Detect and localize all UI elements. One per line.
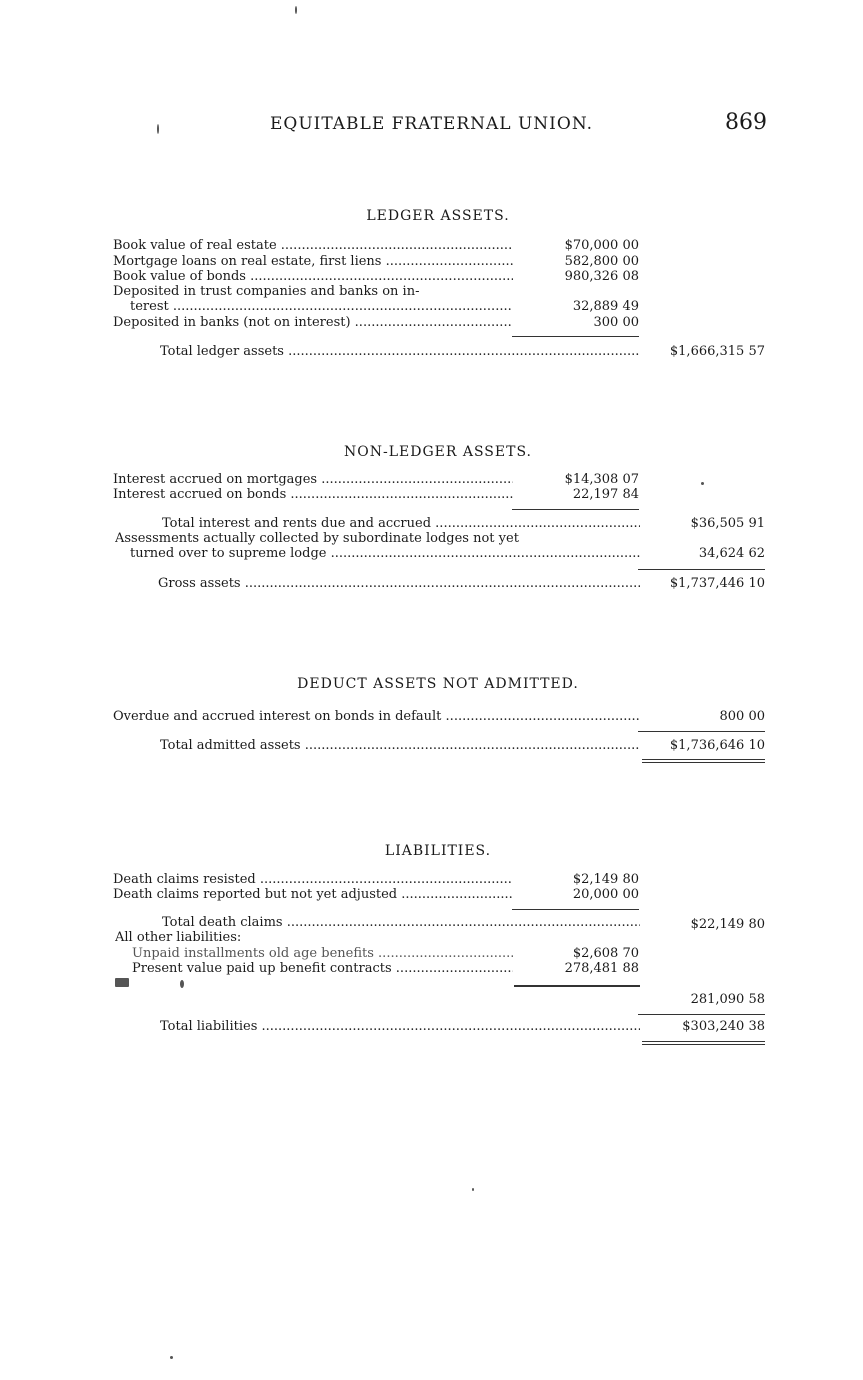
- liability-row-label: Death claims resisted .....: [113, 872, 513, 888]
- ledger-row-amount: 582,800 00: [564, 254, 639, 269]
- other-liability-row-amount: 278,481 88: [564, 961, 639, 976]
- scan-speck: [472, 1188, 474, 1191]
- scan-speck: [170, 1356, 173, 1359]
- total-double-rule: [642, 759, 765, 763]
- subtotal-rule: [638, 569, 765, 570]
- liability-row-amount: $2,149 80: [572, 872, 639, 887]
- ledger-row-label: Deposited in trust companies and banks on in-: [113, 284, 420, 299]
- subtotal-rule: [638, 731, 765, 732]
- ledger-total-label: Total ledger assets .....: [160, 344, 640, 360]
- ledger-row-amount: 32,889 49: [572, 299, 639, 314]
- scan-speck: [180, 980, 184, 988]
- subtotal-rule: [638, 1014, 765, 1015]
- deduct-row-amount: 800 00: [719, 709, 765, 724]
- ledger-row-amount: $70,000 00: [564, 238, 639, 253]
- ledger-row-label: Deposited in banks (not on interest) .....: [113, 315, 513, 331]
- deduct-assets-title: DEDUCT ASSETS NOT ADMITTED.: [297, 676, 579, 692]
- liability-row-label: Death claims reported but not yet adjusted .....: [113, 887, 513, 903]
- ledger-total-amount: $1,666,315 57: [669, 344, 765, 359]
- interest-total-label: Total interest and rents due and accrued .....: [162, 516, 640, 532]
- death-claims-total-amount: $22,149 80: [690, 917, 765, 932]
- assessments-label: Assessments actually collected by subordinate lodges not yet: [115, 531, 519, 546]
- non-ledger-assets-title: NON-LEDGER ASSETS.: [344, 444, 532, 460]
- subtotal-rule: [512, 509, 639, 510]
- non-ledger-row-label: Interest accrued on bonds .....: [113, 487, 513, 503]
- scan-speck: [295, 6, 297, 14]
- interest-total-amount: $36,505 91: [690, 516, 765, 531]
- gross-assets-amount: $1,737,446 10: [669, 576, 765, 591]
- subtotal-rule: [512, 336, 639, 337]
- other-liability-row-amount: $2,608 70: [572, 946, 639, 961]
- assessments-amount: 34,624 62: [698, 546, 765, 561]
- other-liabilities-total-amount: 281,090 58: [690, 992, 765, 1007]
- liabilities-total-amount: $303,240 38: [682, 1019, 765, 1034]
- death-claims-total-label: Total death claims .....: [162, 915, 640, 931]
- non-ledger-row-amount: $14,308 07: [564, 472, 639, 487]
- ledger-row-label: terest .....: [130, 299, 513, 315]
- page-number: 869: [725, 110, 767, 135]
- admitted-total-label: Total admitted assets .....: [160, 738, 640, 754]
- gross-assets-label: Gross assets .....: [158, 576, 640, 592]
- scan-speck: [701, 482, 704, 485]
- non-ledger-row-label: Interest accrued on mortgages .....: [113, 472, 513, 488]
- liabilities-title: LIABILITIES.: [384, 843, 492, 859]
- assessments-label-cont: turned over to supreme lodge .....: [130, 546, 640, 562]
- deduct-row-label: Overdue and accrued interest on bonds in default .....: [113, 709, 640, 725]
- ledger-assets-title: LEDGER ASSETS.: [366, 208, 510, 224]
- scan-smudge: [115, 978, 129, 987]
- total-double-rule: [642, 1041, 765, 1045]
- ledger-row-label: Book value of real estate .....: [113, 238, 513, 254]
- subtotal-rule: [514, 985, 640, 987]
- ledger-row-label: Mortgage loans on real estate, first liens .....: [113, 254, 513, 270]
- liabilities-total-label: Total liabilities .....: [160, 1019, 640, 1035]
- subtotal-rule: [512, 909, 639, 910]
- other-liability-row-label: Present value paid up benefit contracts .....: [132, 961, 513, 977]
- liability-row-amount: 20,000 00: [572, 887, 639, 902]
- non-ledger-row-amount: 22,197 84: [572, 487, 639, 502]
- ledger-row-amount: 980,326 08: [564, 269, 639, 284]
- ledger-row-label: Book value of bonds .....: [113, 269, 513, 285]
- scan-speck: [157, 124, 159, 134]
- admitted-total-amount: $1,736,646 10: [669, 738, 765, 753]
- other-liability-row-label: Unpaid installments old age benefits .....: [132, 946, 513, 962]
- ledger-row-amount: 300 00: [593, 315, 639, 330]
- page-header-title: EQUITABLE FRATERNAL UNION.: [269, 114, 594, 134]
- other-liabilities-label: All other liabilities:: [115, 930, 242, 945]
